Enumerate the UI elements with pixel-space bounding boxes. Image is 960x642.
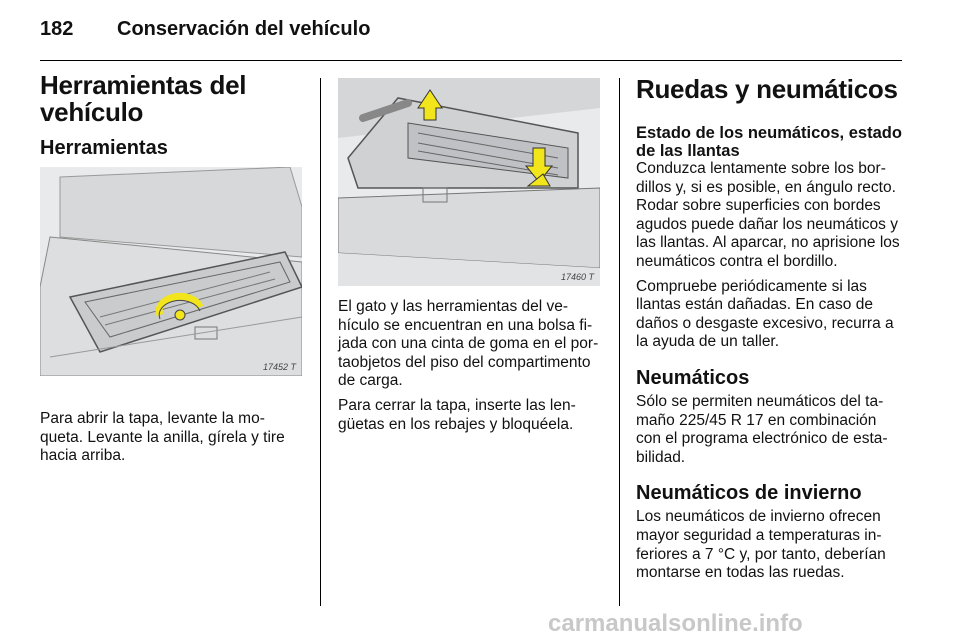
section-heading-tools: Herramientas del vehículo — [40, 70, 247, 127]
figure-code: 17460 T — [560, 272, 594, 282]
subheading-tyre-condition: Estado de los neumáticos, estado de las llantas — [636, 124, 902, 160]
column-divider-2 — [619, 78, 620, 606]
paragraph-check-rims: Compruebe periódicamente si las llantas están dañadas. En caso de daños o desgaste excesivo, recurra a la ayuda de un taller. — [636, 277, 894, 351]
figure-code: 17452 T — [262, 362, 296, 372]
column-2 — [338, 78, 606, 434]
subheading-tyres: Neumáticos — [636, 366, 750, 389]
subheading-winter-tyres: Neumáticos de invierno — [636, 482, 862, 505]
subheading-tools: Herramientas — [40, 137, 168, 159]
chapter-title: Conservación del vehículo — [117, 18, 371, 40]
watermark: carmanualsonline.info — [548, 610, 803, 637]
page-number: 182 — [40, 18, 74, 40]
paragraph-jack-location: El gato y las herramientas del ve-hículo se encuentran en una bolsa fi-jada con una cinta de goma en el por-taobjetos del piso del compartimento de carga. — [338, 298, 599, 390]
section-heading-wheels-tyres: Ruedas y neumáticos — [636, 74, 898, 104]
column-1 — [40, 72, 308, 466]
paragraph-tyre-size: Sólo se permiten neumáticos del ta-maño 225/45 R 17 en combinación con el programa electrónico de esta-bilidad. — [636, 392, 888, 466]
column-divider-1 — [320, 78, 321, 606]
figure-trunk-floor — [40, 167, 302, 376]
paragraph-open-lid: Para abrir la tapa, levante la mo-queta. Levante la anilla, gírela y tire hacia arriba. — [40, 410, 285, 465]
tool-bag-illustration — [338, 78, 600, 286]
trunk-floor-illustration — [40, 167, 302, 376]
column-3 — [636, 76, 902, 583]
paragraph-close-lid: Para cerrar la tapa, inserte las len-güetas en los rebajes y bloquéela. — [338, 396, 576, 433]
paragraph-winter-tyres: Los neumáticos de invierno ofrecen mayor seguridad a temperaturas in-feriores a 7 °C y, por tanto, deberían montarse en todas las ruedas. — [636, 508, 886, 582]
figure-tool-bag — [338, 78, 600, 286]
header-rule — [40, 60, 902, 61]
page-header — [0, 0, 960, 60]
paragraph-curbs: Conduzca lentamente sobre los bor-dillos y, si es posible, en ángulo recto. Rodar sobre superficies con bordes agudos puede dañar los neumáticos y las llantas. Al aparcar, no aprisione los neumáticos contra el bordillo. — [636, 160, 900, 270]
